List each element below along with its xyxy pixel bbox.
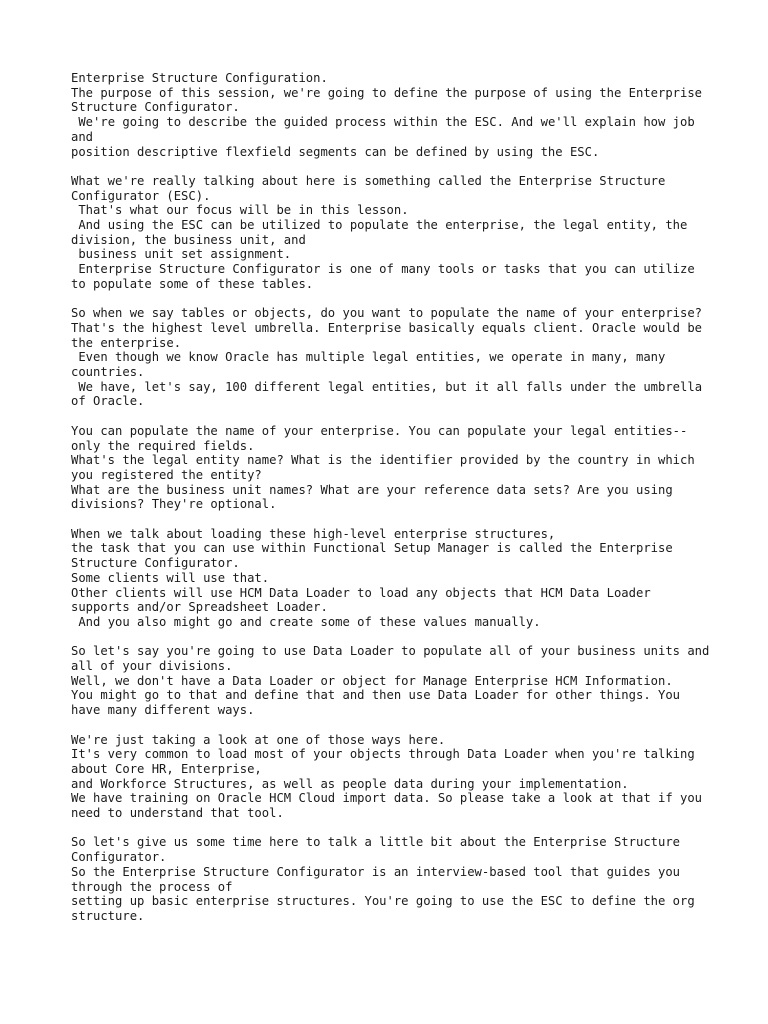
text-line: It's very common to load most of your objects through Data Loader when you're talking about Core HR, Enterprise, bbox=[71, 747, 703, 776]
paragraph-3 bbox=[71, 306, 711, 409]
text-line: What's the legal entity name? What is the identifier provided by the country in which you registered the entity? bbox=[71, 453, 703, 482]
text-line: Other clients will use HCM Data Loader to load any objects that HCM Data Loader supports and/or Spreadsheet Loader. bbox=[71, 585, 659, 615]
paragraph-5 bbox=[71, 527, 711, 630]
text-line: setting up basic enterprise structures. You're going to use the ESC to define the org structure. bbox=[71, 894, 703, 923]
text-line: the task that you can use within Functional Setup Manager is called the Enterprise Structure Configurator. bbox=[71, 541, 681, 571]
text-line: And using the ESC can be utilized to populate the enterprise, the legal entity, the division, the business unit, and bbox=[71, 218, 695, 247]
text-line: Enterprise Structure Configuration. bbox=[71, 71, 328, 85]
text-line: position descriptive flexfield segments can be defined by using the ESC. bbox=[71, 144, 600, 159]
paragraph-2 bbox=[71, 174, 711, 292]
paragraph-7 bbox=[71, 733, 711, 821]
paragraph-6 bbox=[71, 644, 717, 718]
text-line: So when we say tables or objects, do you want to populate the name of your enterprise? bbox=[71, 306, 703, 321]
text-line: That's what our focus will be in this lesson. bbox=[71, 203, 409, 218]
document-page bbox=[71, 71, 717, 938]
text-line: So the Enterprise Structure Configurator is an interview-based tool that guides you through the process of bbox=[71, 864, 688, 894]
text-line: When we talk about loading these high-level enterprise structures, bbox=[71, 526, 556, 541]
text-line: Enterprise Structure Configurator is one of many tools or tasks that you can utilize to populate some of these tables. bbox=[71, 262, 703, 291]
text-line: And you also might go and create some of these values manually. bbox=[71, 614, 541, 629]
text-line: business unit set assignment. bbox=[71, 247, 292, 262]
text-line: We're just taking a look at one of those ways here. bbox=[71, 732, 446, 747]
text-line: and Workforce Structures, as well as people data during your implementation. bbox=[71, 776, 629, 791]
text-line: Some clients will use that. bbox=[71, 570, 270, 585]
text-line: What we're really talking about here is something called the Enterprise Structure Configurator (ESC). bbox=[71, 173, 673, 203]
text-line: So let's say you're going to use Data Loader to populate all of your business units and all of your divisions. bbox=[71, 644, 717, 674]
text-line: That's the highest level umbrella. Enterprise basically equals client. Oracle would be the enterprise. bbox=[71, 320, 710, 350]
text-line: You might go to that and define that and then use Data Loader for other things. You have many different ways. bbox=[71, 688, 688, 718]
paragraph-8 bbox=[71, 835, 711, 923]
text-line: The purpose of this session, we're going to define the purpose of using the Enterprise Structure Configurator. bbox=[71, 85, 710, 115]
paragraph-1 bbox=[71, 71, 711, 159]
text-line: You can populate the name of your enterprise. You can populate your legal entities-- only the required fields. bbox=[71, 423, 695, 453]
text-line: Well, we don't have a Data Loader or object for Manage Enterprise HCM Information. bbox=[71, 673, 673, 688]
text-line: What are the business unit names? What are your reference data sets? Are you using divisions? They're optional. bbox=[71, 482, 681, 512]
text-line: Even though we know Oracle has multiple legal entities, we operate in many, many countries. bbox=[71, 350, 673, 380]
text-line: We have training on Oracle HCM Cloud import data. So please take a look at that if you need to understand that tool. bbox=[71, 791, 710, 821]
paragraph-4 bbox=[71, 424, 711, 512]
text-line: So let's give us some time here to talk a little bit about the Enterprise Structure Configurator. bbox=[71, 835, 688, 865]
text-line: We have, let's say, 100 different legal entities, but it all falls under the umbrella of Oracle. bbox=[71, 379, 710, 409]
text-line: We're going to describe the guided process within the ESC. And we'll explain how job and bbox=[71, 115, 703, 144]
